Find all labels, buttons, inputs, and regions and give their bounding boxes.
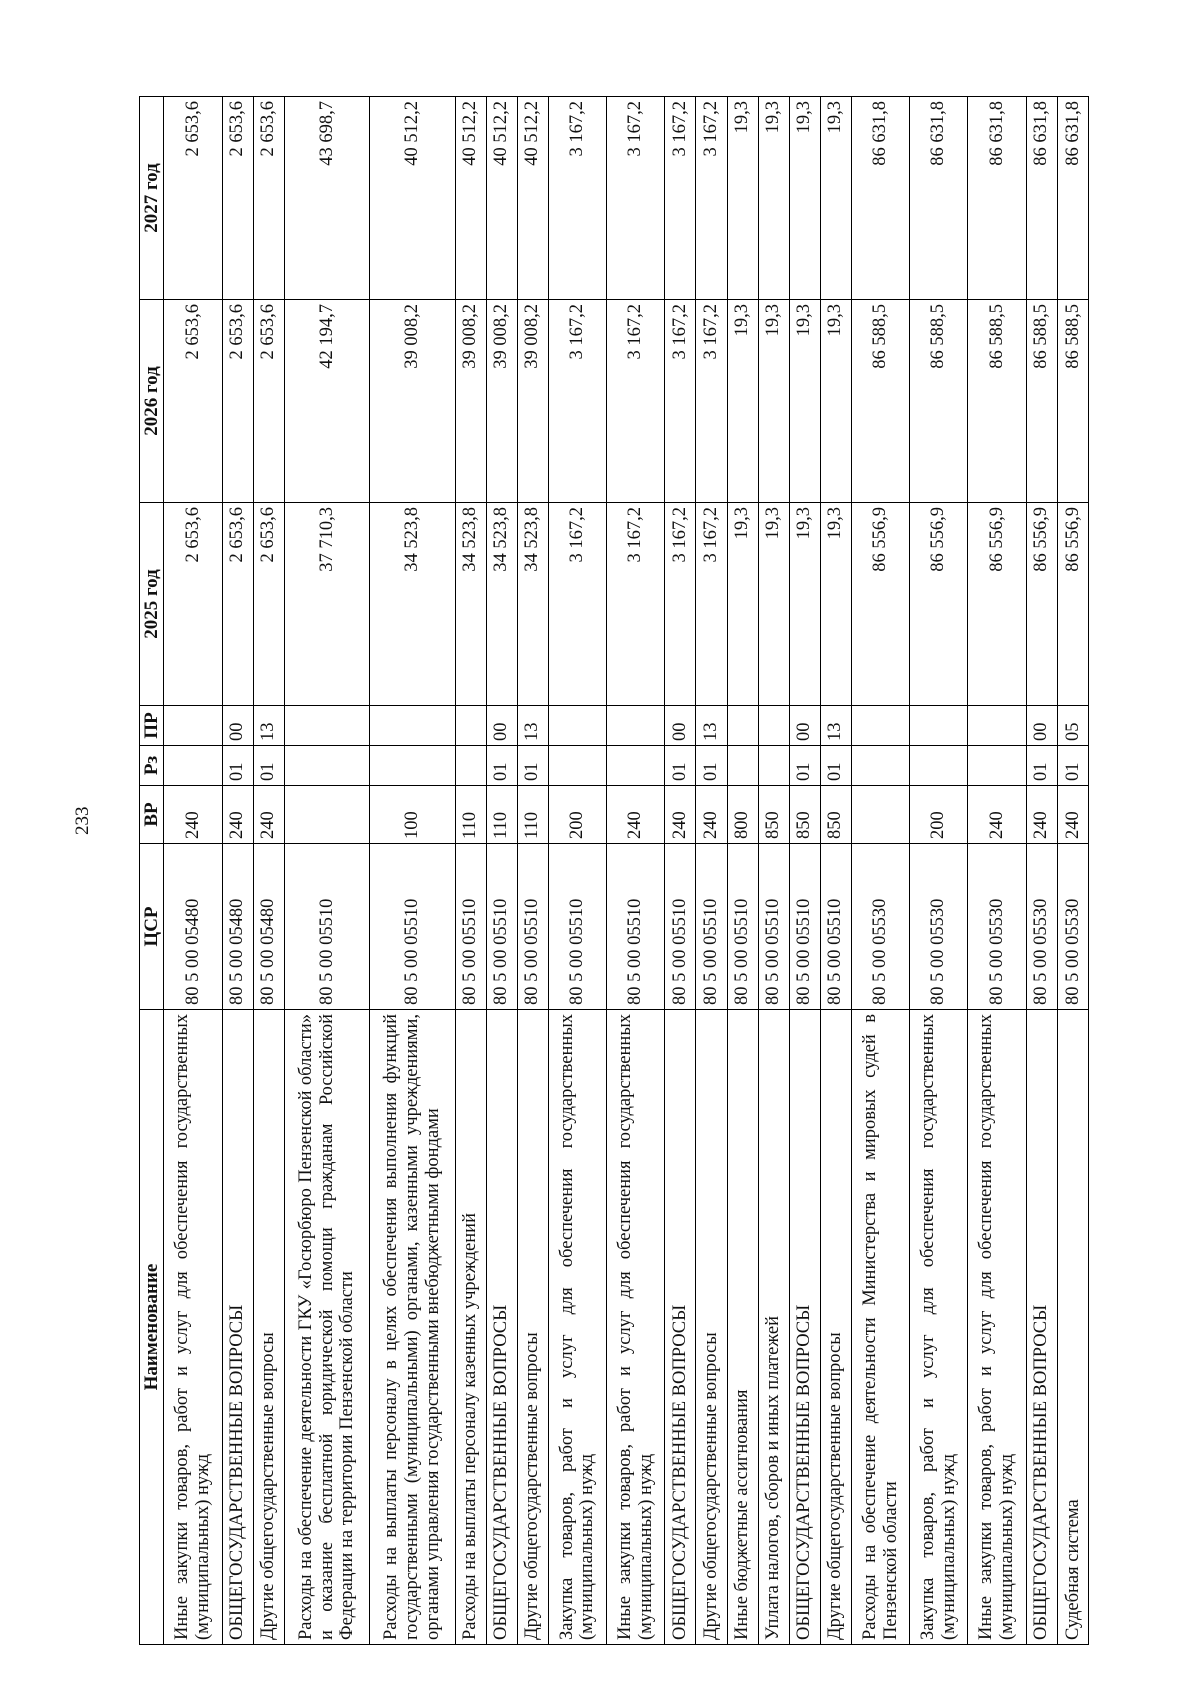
header-csr: ЦСР	[140, 844, 164, 1010]
header-pr: ПР	[140, 706, 164, 746]
cell-csr: 80 5 00 05510	[607, 844, 665, 1010]
table-row	[910, 97, 968, 1645]
cell-name: Расходы на выплаты персоналу казенных учреждений	[455, 1010, 486, 1645]
budget-table-rotated	[139, 97, 1089, 1645]
cell-csr: 80 5 00 05510	[789, 844, 820, 1010]
cell-pr	[607, 706, 665, 746]
cell-2026: 86 588,5	[851, 300, 909, 503]
cell-2026: 42 194,7	[284, 300, 369, 503]
header-name: Наименование	[140, 1010, 164, 1645]
cell-2027: 3 167,2	[548, 97, 606, 300]
cell-name: ОБЩЕГОСУДАРСТВЕННЫЕ ВОПРОСЫ	[789, 1010, 820, 1645]
cell-2025: 19,3	[789, 503, 820, 706]
cell-2026: 86 588,5	[910, 300, 968, 503]
cell-pr: 00	[1026, 706, 1057, 746]
cell-rz: 01	[1026, 746, 1057, 786]
cell-2026: 19,3	[820, 300, 851, 503]
cell-rz: 01	[486, 746, 517, 786]
cell-pr	[910, 706, 968, 746]
table-row	[820, 97, 851, 1645]
cell-2026: 19,3	[727, 300, 758, 503]
table-row	[1057, 97, 1088, 1645]
cell-2026: 39 008,2	[370, 300, 455, 503]
cell-vr: 800	[727, 786, 758, 844]
cell-2025: 86 556,9	[1057, 503, 1088, 706]
cell-2027: 2 653,6	[164, 97, 222, 300]
cell-2026: 2 653,6	[164, 300, 222, 503]
cell-2026: 39 008,2	[486, 300, 517, 503]
header-2027: 2027 год	[140, 97, 164, 300]
cell-csr: 80 5 00 05510	[370, 844, 455, 1010]
cell-pr	[164, 706, 222, 746]
cell-2025: 86 556,9	[1026, 503, 1057, 706]
cell-rz: 01	[1057, 746, 1088, 786]
cell-2026: 3 167,2	[665, 300, 696, 503]
cell-2025: 37 710,3	[284, 503, 369, 706]
cell-2027: 86 631,8	[968, 97, 1026, 300]
cell-rz	[284, 746, 369, 786]
cell-vr: 240	[968, 786, 1026, 844]
cell-csr: 80 5 00 05510	[820, 844, 851, 1010]
cell-pr: 00	[789, 706, 820, 746]
cell-2025: 19,3	[727, 503, 758, 706]
table-row	[517, 97, 548, 1645]
cell-2025: 86 556,9	[851, 503, 909, 706]
cell-2027: 86 631,8	[851, 97, 909, 300]
cell-2025: 34 523,8	[486, 503, 517, 706]
cell-2026: 39 008,2	[517, 300, 548, 503]
header-2026: 2026 год	[140, 300, 164, 503]
cell-rz	[370, 746, 455, 786]
table-row	[696, 97, 727, 1645]
cell-2025: 86 556,9	[910, 503, 968, 706]
header-2025: 2025 год	[140, 503, 164, 706]
cell-pr	[968, 706, 1026, 746]
table-row	[789, 97, 820, 1645]
cell-2026: 86 588,5	[1026, 300, 1057, 503]
table-row	[164, 97, 222, 1645]
cell-vr: 240	[1026, 786, 1057, 844]
cell-2026: 3 167,2	[696, 300, 727, 503]
cell-rz	[607, 746, 665, 786]
cell-csr: 80 5 00 05480	[222, 844, 253, 1010]
cell-name: Судебная система	[1057, 1010, 1088, 1645]
table-row	[1026, 97, 1057, 1645]
cell-vr: 110	[486, 786, 517, 844]
cell-name: Уплата налогов, сборов и иных платежей	[758, 1010, 789, 1645]
cell-2027: 3 167,2	[696, 97, 727, 300]
cell-vr: 240	[1057, 786, 1088, 844]
cell-2027: 86 631,8	[1026, 97, 1057, 300]
cell-2027: 40 512,2	[486, 97, 517, 300]
cell-vr: 240	[696, 786, 727, 844]
table-row	[455, 97, 486, 1645]
cell-pr	[370, 706, 455, 746]
cell-2027: 40 512,2	[517, 97, 548, 300]
cell-csr: 80 5 00 05530	[968, 844, 1026, 1010]
cell-pr	[758, 706, 789, 746]
table-row	[607, 97, 665, 1645]
table-row	[222, 97, 253, 1645]
cell-name: Другие общегосударственные вопросы	[517, 1010, 548, 1645]
cell-rz	[851, 746, 909, 786]
cell-csr: 80 5 00 05510	[548, 844, 606, 1010]
cell-csr: 80 5 00 05510	[517, 844, 548, 1010]
cell-vr: 200	[910, 786, 968, 844]
cell-2027: 19,3	[758, 97, 789, 300]
cell-name: Расходы на обеспечение деятельности ГКУ «Госюрбюро Пензенской области» и оказание бесплатной юридической помощи гражданам Российской Федерации на территории Пензенской области	[284, 1010, 369, 1645]
cell-name: Иные бюджетные ассигнования	[727, 1010, 758, 1645]
cell-vr: 240	[253, 786, 284, 844]
cell-2026: 39 008,2	[455, 300, 486, 503]
cell-name: ОБЩЕГОСУДАРСТВЕННЫЕ ВОПРОСЫ	[665, 1010, 696, 1645]
cell-csr: 80 5 00 05530	[1057, 844, 1088, 1010]
cell-csr: 80 5 00 05510	[486, 844, 517, 1010]
table-row	[851, 97, 909, 1645]
cell-2025: 3 167,2	[548, 503, 606, 706]
cell-name: ОБЩЕГОСУДАРСТВЕННЫЕ ВОПРОСЫ	[1026, 1010, 1057, 1645]
cell-rz: 01	[253, 746, 284, 786]
cell-csr: 80 5 00 05510	[758, 844, 789, 1010]
page-number: 233	[72, 806, 93, 835]
cell-csr: 80 5 00 05530	[851, 844, 909, 1010]
cell-2025: 34 523,8	[517, 503, 548, 706]
cell-rz: 01	[222, 746, 253, 786]
cell-csr: 80 5 00 05510	[665, 844, 696, 1010]
cell-vr: 100	[370, 786, 455, 844]
cell-name: Расходы на обеспечение деятельности Министерства и мировых судей в Пензенской области	[851, 1010, 909, 1645]
cell-2027: 19,3	[789, 97, 820, 300]
cell-2027: 40 512,2	[455, 97, 486, 300]
cell-2026: 19,3	[789, 300, 820, 503]
cell-vr: 240	[607, 786, 665, 844]
cell-csr: 80 5 00 05510	[727, 844, 758, 1010]
cell-rz: 01	[789, 746, 820, 786]
cell-2025: 2 653,6	[253, 503, 284, 706]
table-row	[486, 97, 517, 1645]
cell-rz: 01	[517, 746, 548, 786]
cell-vr: 110	[517, 786, 548, 844]
table-row	[370, 97, 455, 1645]
cell-vr: 200	[548, 786, 606, 844]
cell-2026: 2 653,6	[222, 300, 253, 503]
table-header-row	[140, 97, 164, 1645]
cell-2025: 19,3	[758, 503, 789, 706]
cell-pr: 13	[253, 706, 284, 746]
cell-name: ОБЩЕГОСУДАРСТВЕННЫЕ ВОПРОСЫ	[486, 1010, 517, 1645]
cell-2025: 34 523,8	[455, 503, 486, 706]
cell-rz	[164, 746, 222, 786]
cell-2027: 19,3	[820, 97, 851, 300]
cell-2026: 3 167,2	[607, 300, 665, 503]
cell-2027: 19,3	[727, 97, 758, 300]
cell-pr	[284, 706, 369, 746]
cell-rz	[968, 746, 1026, 786]
cell-rz	[727, 746, 758, 786]
cell-2027: 86 631,8	[1057, 97, 1088, 300]
cell-2025: 2 653,6	[164, 503, 222, 706]
cell-vr: 850	[820, 786, 851, 844]
cell-csr: 80 5 00 05510	[455, 844, 486, 1010]
cell-vr: 240	[164, 786, 222, 844]
cell-vr: 240	[665, 786, 696, 844]
cell-csr: 80 5 00 05530	[910, 844, 968, 1010]
cell-vr: 850	[758, 786, 789, 844]
cell-2025: 3 167,2	[607, 503, 665, 706]
cell-name: ОБЩЕГОСУДАРСТВЕННЫЕ ВОПРОСЫ	[222, 1010, 253, 1645]
cell-2027: 2 653,6	[222, 97, 253, 300]
cell-rz	[548, 746, 606, 786]
cell-name: Другие общегосударственные вопросы	[820, 1010, 851, 1645]
cell-pr	[548, 706, 606, 746]
cell-name: Закупка товаров, работ и услуг для обеспечения государственных (муниципальных) нужд	[548, 1010, 606, 1645]
cell-rz	[910, 746, 968, 786]
cell-pr: 00	[665, 706, 696, 746]
cell-pr: 00	[222, 706, 253, 746]
cell-name: Иные закупки товаров, работ и услуг для обеспечения государственных (муниципальных) нужд	[968, 1010, 1026, 1645]
cell-2026: 2 653,6	[253, 300, 284, 503]
cell-2025: 19,3	[820, 503, 851, 706]
cell-pr: 00	[486, 706, 517, 746]
cell-pr: 13	[696, 706, 727, 746]
cell-vr: 110	[455, 786, 486, 844]
cell-name: Иные закупки товаров, работ и услуг для обеспечения государственных (муниципальных) нужд	[164, 1010, 222, 1645]
cell-vr	[851, 786, 909, 844]
cell-name: Другие общегосударственные вопросы	[253, 1010, 284, 1645]
cell-pr	[455, 706, 486, 746]
cell-pr	[727, 706, 758, 746]
cell-name: Иные закупки товаров, работ и услуг для обеспечения государственных (муниципальных) нужд	[607, 1010, 665, 1645]
cell-vr: 850	[789, 786, 820, 844]
cell-2026: 86 588,5	[1057, 300, 1088, 503]
table-row	[284, 97, 369, 1645]
table-row	[665, 97, 696, 1645]
cell-rz	[455, 746, 486, 786]
cell-csr: 80 5 00 05480	[164, 844, 222, 1010]
cell-pr	[851, 706, 909, 746]
cell-pr: 05	[1057, 706, 1088, 746]
cell-2027: 86 631,8	[910, 97, 968, 300]
cell-csr: 80 5 00 05480	[253, 844, 284, 1010]
cell-2026: 86 588,5	[968, 300, 1026, 503]
cell-name: Закупка товаров, работ и услуг для обеспечения государственных (муниципальных) нужд	[910, 1010, 968, 1645]
cell-rz: 01	[665, 746, 696, 786]
cell-name: Расходы на выплаты персоналу в целях обеспечения выполнения функций государственными (муниципальными) органами, казенными учреждениями, органами управления государственными внебюджетными фондами	[370, 1010, 455, 1645]
table-row	[968, 97, 1026, 1645]
table-row	[758, 97, 789, 1645]
header-rz: Рз	[140, 746, 164, 786]
table-row	[253, 97, 284, 1645]
cell-2025: 2 653,6	[222, 503, 253, 706]
cell-csr: 80 5 00 05530	[1026, 844, 1057, 1010]
cell-2027: 3 167,2	[607, 97, 665, 300]
table-row	[727, 97, 758, 1645]
cell-2027: 40 512,2	[370, 97, 455, 300]
cell-rz	[758, 746, 789, 786]
cell-vr: 240	[222, 786, 253, 844]
cell-2025: 34 523,8	[370, 503, 455, 706]
cell-pr: 13	[820, 706, 851, 746]
cell-csr: 80 5 00 05510	[696, 844, 727, 1010]
cell-2027: 43 698,7	[284, 97, 369, 300]
header-vr: ВР	[140, 786, 164, 844]
cell-2025: 86 556,9	[968, 503, 1026, 706]
cell-pr: 13	[517, 706, 548, 746]
cell-2025: 3 167,2	[665, 503, 696, 706]
cell-2025: 3 167,2	[696, 503, 727, 706]
cell-name: Другие общегосударственные вопросы	[696, 1010, 727, 1645]
cell-rz: 01	[820, 746, 851, 786]
cell-rz: 01	[696, 746, 727, 786]
table-row	[548, 97, 606, 1645]
table-body	[164, 97, 1089, 1645]
cell-2026: 3 167,2	[548, 300, 606, 503]
cell-2027: 3 167,2	[665, 97, 696, 300]
cell-vr	[284, 786, 369, 844]
cell-2027: 2 653,6	[253, 97, 284, 300]
cell-csr: 80 5 00 05510	[284, 844, 369, 1010]
budget-table	[139, 96, 1089, 1645]
cell-2026: 19,3	[758, 300, 789, 503]
